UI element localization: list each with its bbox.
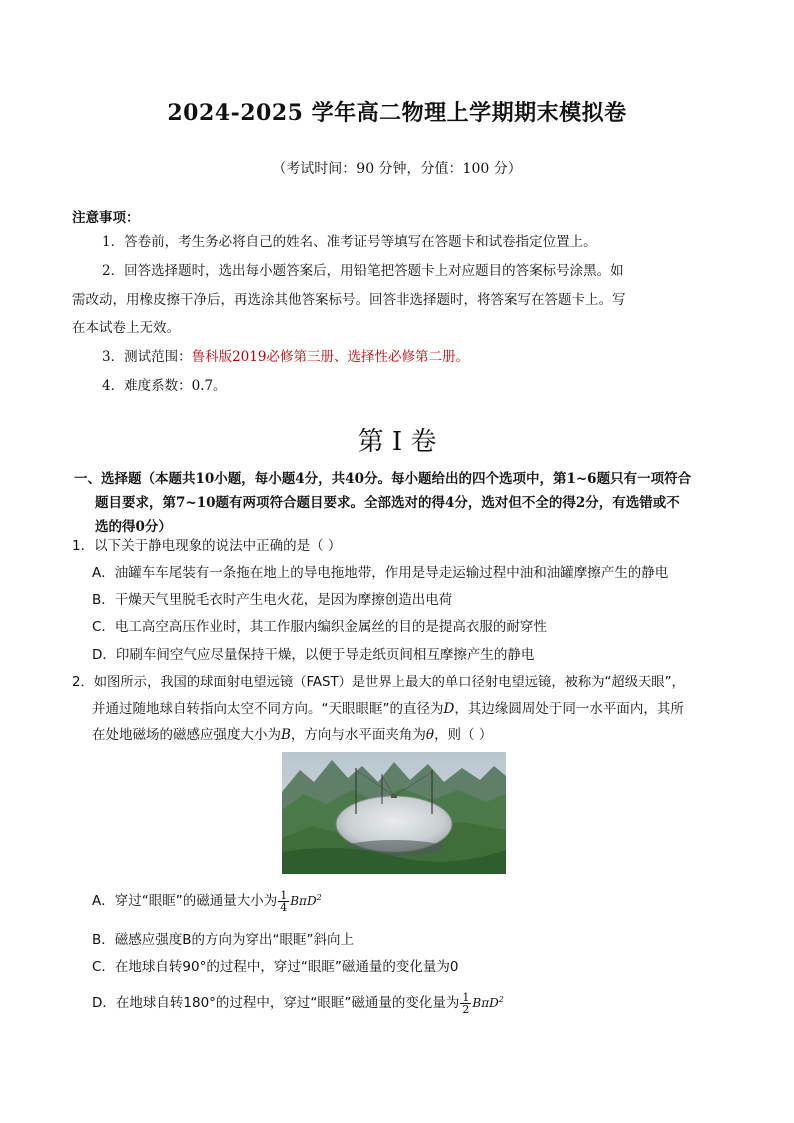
exam-title: 2024-2025 学年高二物理上学期期末模拟卷 xyxy=(167,100,627,126)
flux-expression-a-exponent: 2 xyxy=(316,893,322,902)
fraction-denominator: 2 xyxy=(462,1002,470,1016)
part-instructions xyxy=(74,467,734,539)
fraction-denominator: 4 xyxy=(280,900,288,914)
part-line-1: 一、选择题（本题共10小题，每小题4分，共40分。每小题给出的四个选项中，第1~6题只有一项符合 xyxy=(74,471,692,487)
fraction-numerator: 1 xyxy=(280,888,288,902)
question-2-line-2a: 并通过随地球自转指向太空不同方向。“天眼眼眶”的直径为 xyxy=(92,701,444,717)
flux-expression-d-exponent: 2 xyxy=(498,995,504,1004)
section-title: 第 I 卷 xyxy=(357,427,437,457)
fraction-one-quarter xyxy=(278,890,289,913)
question-2-line-2b: ，其边缘圆周处于同一水平面内，其所 xyxy=(454,701,684,717)
note-item-3-prefix: 3．测试范围： xyxy=(102,349,192,365)
question-1-option-d: D．印刷车间空气应尽量保持干燥，以便于导走纸页间相互摩擦产生的静电 xyxy=(92,647,535,663)
question-2-line-3c: ，则（ ） xyxy=(434,727,493,743)
question-1-option-c: C．电工高空高压作业时，其工作服内编织金属丝的目的是提高衣服的耐穿性 xyxy=(92,619,547,635)
question-1-stem: 1．以下关于静电现象的说法中正确的是（ ） xyxy=(72,538,342,554)
question-2-line-3 xyxy=(92,725,492,745)
exam-subtitle: （考试时间：90 分钟，分值：100 分） xyxy=(272,161,522,177)
angle-symbol: θ xyxy=(425,727,435,743)
question-2-option-a-text: A．穿过“眼眶”的磁通量大小为 xyxy=(92,893,278,909)
question-2-line-3a: 在处地磁场的磁感应强度大小为 xyxy=(92,727,281,743)
question-2-option-d xyxy=(92,990,504,1015)
question-2-line-1: 2．如图所示，我国的球面射电望远镜（FAST）是世界上最大的单口径射电望远镜，被称为“超级天眼”， xyxy=(72,675,685,690)
flux-expression-d xyxy=(472,996,503,1010)
fraction-numerator: 1 xyxy=(462,990,470,1004)
note-item-2-line-2: 需改动，用橡皮擦干净后，再选涂其他答案标号。回答非选择题时，将答案写在答题卡上。写 xyxy=(72,292,626,308)
note-item-2-line-1: 2．回答选择题时，选出每小题答案后，用铅笔把答题卡上对应题目的答案标号涂黑。如 xyxy=(102,263,624,279)
fast-telescope-photo xyxy=(282,752,506,874)
question-1-option-a: A．油罐车车尾装有一条拖在地上的导电拖地带，作用是导走运输过程中油和油罐摩擦产生的静电 xyxy=(92,565,669,581)
note-item-3 xyxy=(102,347,469,367)
question-2-option-b: B．磁感应强度B的方向为穿出“眼眶”斜向上 xyxy=(92,932,355,948)
notes-heading: 注意事项： xyxy=(72,210,140,226)
question-2-option-a xyxy=(92,888,322,913)
note-item-2-line-3: 在本试卷上无效。 xyxy=(72,320,180,336)
part-line-2: 题目要求，第7~10题有两项符合题目要求。全部选对的得4分，选对但不全的得2分，有选错或不 xyxy=(95,495,680,511)
diameter-symbol: D xyxy=(443,701,455,717)
question-1-option-b: B．干燥天气里脱毛衣时产生电火花，是因为摩擦创造出电荷 xyxy=(92,592,453,608)
question-2-line-2 xyxy=(92,699,684,719)
note-item-4: 4．难度系数：0.7。 xyxy=(102,378,227,394)
test-scope: 鲁科版2019必修第三册、选择性必修第二册。 xyxy=(191,349,469,365)
flux-expression-a-base: BπD xyxy=(290,894,317,908)
flux-expression-d-base: BπD xyxy=(472,996,499,1010)
flux-expression-a xyxy=(290,894,321,908)
field-symbol: B xyxy=(281,727,291,743)
question-2-option-d-text: D．在地球自转180°的过程中，穿过“眼眶”磁通量的变化量为 xyxy=(92,995,460,1011)
fraction-one-half xyxy=(460,992,471,1015)
part-line-3: 选的得0分） xyxy=(95,519,172,535)
question-2-option-c: C．在地球自转90°的过程中，穿过“眼眶”磁通量的变化量为0 xyxy=(92,959,459,975)
note-item-1: 1．答卷前，考生务必将自己的姓名、准考证号等填写在答题卡和试卷指定位置上。 xyxy=(102,234,597,250)
question-2-line-3b: ，方向与水平面夹角为 xyxy=(290,727,426,743)
